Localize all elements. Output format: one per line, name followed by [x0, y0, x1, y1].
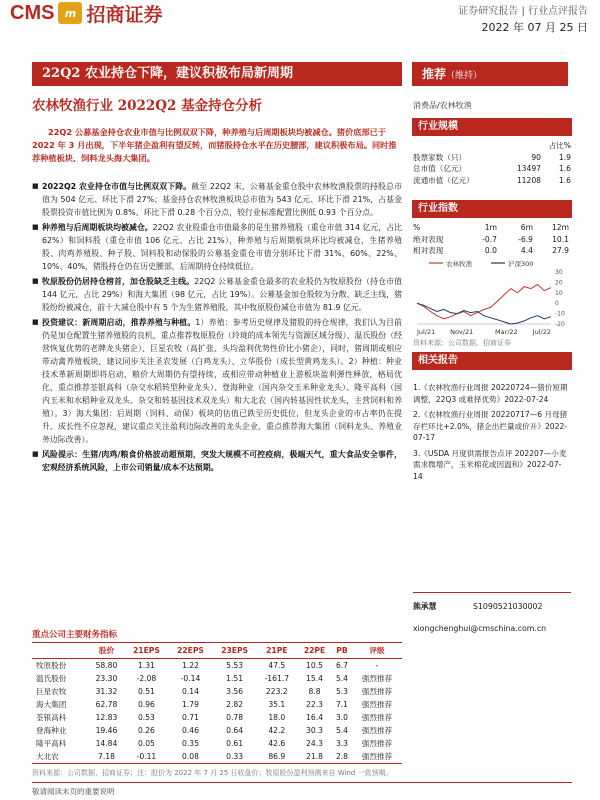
table-row [413, 234, 571, 246]
table-cell: 0.71 [182, 713, 199, 722]
index-cell: -6.9 [518, 234, 533, 244]
bullet-head: 2022Q2 农业持仓市值与比例双双下降。 [42, 182, 192, 191]
table-cell: 0.78 [226, 713, 244, 722]
bullet-body: 截至 22Q2 末，公募基金重仓股中农林牧渔股票的持股总市值为 504 亿元、环比下滑 27%；基金持仓农林牧渔板块总市值为 543 亿元、环比下滑 21%，占基金股票投资市值比例为 0.8%、环比下滑 0.28 个百分点，较行业标准配置比例低 0.93 个百分点。 [42, 182, 402, 217]
analyst-license: S1090521030002 [473, 602, 543, 611]
company-name-cell: 登海种业 [36, 726, 67, 735]
series-line [417, 303, 551, 324]
related-reports-header: 相关报告 [412, 352, 572, 370]
table-cell: 1.22 [182, 661, 199, 670]
table-cell: 5.3 [335, 687, 349, 696]
table-cell: 19.46 [95, 726, 118, 735]
table-cell: 21.8 [297, 750, 332, 764]
table-cell: -0.14 [180, 674, 201, 683]
table-cell: 0.05 [137, 739, 155, 748]
related-report-link[interactable]: 3.《USDA 月度供需报告点评 202207—小麦需求微增产，玉米棉花或因温和》2022-07-14 [413, 448, 567, 481]
table-cell: 0.53 [137, 713, 155, 722]
index-col: % [413, 223, 421, 232]
table-cell: 18.0 [268, 713, 286, 722]
bullet-list [32, 180, 402, 476]
table-cell: 0.33 [213, 750, 257, 764]
table-row [32, 711, 402, 724]
table-cell: 强烈推荐 [352, 750, 402, 764]
industry-index-table [413, 222, 571, 257]
rating-badge [412, 62, 568, 86]
table-cell: 47.5 [268, 661, 286, 670]
chart-source-note: 资料来源：公司数据、招商证券 [413, 339, 511, 347]
table-source-note: 资料来源：公司数据、招商证券；注：股价为 2022 年 7 月 25 日收盘价；牧原股份盈利预测来自 Wind 一致预期。 [32, 769, 393, 777]
table-cell: 0.35 [182, 739, 199, 748]
index-chart-svg [413, 258, 571, 338]
table-cell: 42.6 [268, 739, 286, 748]
table-cell: 22.3 [306, 700, 323, 709]
legend-label: 沪深300 [508, 260, 534, 268]
table-row [413, 152, 571, 164]
table-cell: 15.4 [306, 674, 323, 683]
bullet-item [32, 275, 402, 314]
table-cell: 2.82 [226, 700, 244, 709]
table-cell: 0.96 [137, 700, 155, 709]
table-header-cell: PB [332, 643, 352, 659]
x-tick-label: Nov/21 [450, 328, 474, 336]
x-tick-label: Jul/22 [532, 328, 551, 336]
index-cell: 27.9 [552, 246, 569, 255]
table-cell: 6.7 [335, 661, 349, 670]
x-tick-label: Mar/22 [494, 328, 518, 336]
y-tick-label: 20 [555, 279, 563, 287]
logo-latin: CMS [10, 1, 55, 24]
index-chart [413, 258, 571, 338]
table-cell: 0.61 [226, 739, 244, 748]
table-cell: 1.79 [182, 700, 199, 709]
table-cell: 5.4 [335, 674, 349, 683]
table-row [32, 750, 402, 764]
logo-cn: 招商证券 [86, 3, 163, 26]
table-cell: 86.9 [257, 750, 297, 764]
table-row [413, 245, 571, 257]
table-cell: 62.78 [95, 700, 118, 709]
table-header-cell: 21EPS [124, 643, 168, 659]
summary-paragraph: 22Q2 公募基金持仓农业市值与比例双双下降，种养殖与后周期板块均被减仓。猪价底部已于 2022 年 3 月出现，下半年猪企盈利有望反转，而猪股持仓水平在历史腰部，建议积极布局。同时推荐种植板块、饲料龙头海大集团。 [32, 127, 397, 163]
table-cell: 强烈推荐 [361, 674, 393, 683]
table-row [32, 659, 402, 673]
table-cell: 5.53 [226, 661, 244, 670]
table-cell: 35.1 [268, 700, 286, 709]
table-cell: 强烈推荐 [361, 700, 393, 709]
bullet-head: 投资建议：新周期启动，推荐养殖与种植。 [42, 318, 196, 327]
table-row [32, 672, 402, 685]
company-name-cell: 牧原股份 [36, 661, 67, 670]
index-cell: 相对表现 [413, 246, 444, 255]
table-cell: -2.08 [136, 674, 157, 683]
table-cell: 3.56 [226, 687, 244, 696]
table-cell: 16.4 [306, 713, 323, 722]
sector-label: 消费品/农林牧渔 [413, 101, 472, 110]
table-cell: 5.4 [335, 726, 349, 735]
financial-table-body [32, 659, 402, 764]
row-value: 90 [531, 152, 541, 162]
table-header-cell: 23EPS [213, 643, 257, 659]
table-cell: 223.2 [265, 687, 288, 696]
footer-divider [32, 782, 572, 783]
table-cell: 7.1 [335, 700, 349, 709]
industry-scale-table [413, 140, 571, 186]
bullet-body: 22Q2 农业股重仓市值最多的是生猪养殖股（重仓市值 314 亿元，占比 62%）和饲料股（重仓市值 106 亿元、占比 21%），种养殖与后周期板块环比均被减仓，生猪养殖股、肉鸡养殖股、种子股、饲料股和动保股的公募基金重仓市值分别环比下滑 31%、60%、22%、10%、40%，猪股持仓仍在历史腰部，后周期持仓持续低位。 [42, 223, 402, 271]
table-cell: 30.3 [306, 726, 323, 735]
table-header-cell: 股价 [89, 643, 125, 659]
bullet-item [32, 221, 402, 273]
bullet-head: 种养殖与后周期板块均被减仓。 [42, 223, 153, 232]
table-cell: 强烈推荐 [361, 687, 393, 696]
table-cell: 0.14 [182, 687, 199, 696]
table-cell: 0.26 [137, 726, 155, 735]
y-tick-label: -10 [555, 310, 565, 318]
bullet-body: 1）养殖：参考历史规律及猪股的持仓规律，我们认为目前仍是加仓配置生猪养殖股的良机，重点推荐牧原股份（玲珑的成本领先与资源区域分级）、温氏股份（经营恢复优势的老牌龙头猪企）、巨星农牧（高扩张、头均盈利优势性价比小猪企），同时，猪周期或相应带动禽养殖板块，建议同步关注圣农发展（白鸡龙头）、立华股份（成长型黄鸡龙头）。2）种植：种业技术革新周期即将启动，粮价大周期仍有望持续，或相应带动种植业上游板块盈利弹性释放，格局优化，重点推荐荃银高科（杂交水稻转型种业龙头）、登海种业（国内杂交玉米种业龙头）、隆平高科（国内玉米和水稻种业双龙头、杂交和转基因技术双龙头）和大北农（国内转基因性状龙头，主营饲料和养殖）。3）海大集团：后周期（饲料、动保）板块的估值已跌至历史低位，但龙头企业的市占率仍在提升、成长性不应忽视，建议重点关注盈利边际改善的龙头企业，重点推荐海大集团（饲料龙头、养殖业务边际改善）。 [42, 318, 402, 444]
row-pct: 1.6 [558, 164, 571, 173]
y-tick-label: 0 [555, 300, 559, 308]
y-tick-label: 10 [555, 289, 563, 297]
table-cell: 强烈推荐 [361, 713, 393, 722]
legend-label: 农林牧渔 [446, 260, 472, 268]
bullet-item [32, 448, 402, 474]
company-name-cell: 温氏股份 [36, 674, 67, 683]
table-header-cell: 22PE [297, 643, 332, 659]
table-cell: 3.0 [335, 713, 349, 722]
bullet-head: 牧原股份仍居持仓榜首，加仓股缺乏主线。 [42, 277, 195, 286]
table-cell: 强烈推荐 [361, 739, 393, 748]
table-header-cell: 评级 [352, 643, 402, 659]
index-col: 1m [484, 223, 497, 232]
series-line [417, 285, 551, 319]
analyst-name: 熊承慧 [413, 602, 437, 611]
index-cell: 10.1 [552, 234, 569, 244]
table-cell: 1.51 [226, 674, 244, 683]
row-value: 13497 [516, 164, 541, 173]
table-cell: 42.2 [268, 726, 286, 735]
bullet-head: 风险提示：生猪/肉鸡/粮食价格波动超预期，突发大规模不可控疫病，极端天气，重大食品安全事件，宏观经济系统风险，上市公司销量/成本不达预期。 [42, 450, 402, 472]
financial-table-title: 重点公司主要财务指标 [32, 630, 118, 640]
industry-scale-header: 行业规模 [412, 118, 572, 136]
index-col: 12m [551, 223, 569, 232]
bullet-item [32, 180, 402, 219]
row-label: 流通市值（亿元） [413, 175, 474, 185]
table-cell: 8.8 [308, 687, 321, 696]
report-category: 证券研究报告 | 行业点评报告 [458, 6, 588, 17]
table-cell: 3.3 [335, 739, 349, 748]
table-cell: -0.11 [124, 750, 168, 764]
financial-table [32, 642, 402, 764]
rating-label: 推荐 [422, 67, 447, 81]
table-header-cell: 22EPS [168, 643, 212, 659]
index-cell: -0.7 [482, 234, 497, 244]
table-cell: 10.5 [306, 661, 323, 670]
header-meta [458, 2, 588, 35]
table-cell: 58.80 [95, 661, 118, 670]
industry-scale-colhead [413, 140, 571, 152]
table-cell: 23.30 [95, 674, 118, 683]
index-cell: 4.4 [520, 246, 533, 255]
table-cell: 24.3 [306, 739, 323, 748]
table-cell: 0.08 [168, 750, 212, 764]
pct-header: 占比% [548, 141, 571, 150]
company-name-cell: 荃银高科 [36, 713, 67, 722]
logo-mark-icon: m [58, 2, 82, 24]
row-pct: 1.9 [558, 152, 571, 162]
company-logo [10, 0, 162, 26]
table-cell: 14.84 [95, 739, 118, 748]
report-subtitle: 农林牧渔行业 2022Q2 基金持仓分析 [32, 98, 263, 114]
table-row [413, 163, 571, 175]
bullet-body: 22Q2 公募基金重仓最多的农业股仍为牧原股份（持仓市值 144 亿元，占比 29%）和海大集团（98 亿元，占比 19%）。公募基金加仓股较为分散、缺乏主线，猪股纷纷被减仓，前十大减仓股中有 5 个为生猪养殖股，其中牧原股份减仓市值为 81.9 亿元。 [42, 277, 402, 312]
table-cell: 7.18 [89, 750, 125, 764]
company-name-cell: 巨星农牧 [36, 687, 67, 696]
table-cell: 31.32 [95, 687, 118, 696]
rating-sub: （维持） [446, 71, 483, 81]
index-col: 6m [520, 223, 533, 232]
company-name-cell: 大北农 [32, 750, 89, 764]
index-cell: 绝对表现 [413, 234, 444, 244]
table-cell: 0.51 [137, 687, 155, 696]
table-row [32, 737, 402, 750]
report-title: 22Q2 农业持仓下降，建议积极布局新周期 [32, 62, 402, 86]
bullet-item [32, 316, 402, 446]
table-header-cell [32, 643, 89, 659]
x-tick-label: Jul/21 [417, 328, 436, 336]
y-tick-label: 30 [555, 269, 563, 276]
index-cell: 0.0 [484, 246, 497, 255]
table-header-cell: 21PE [257, 643, 297, 659]
table-cell: 12.83 [95, 713, 118, 722]
table-cell: -161.7 [264, 674, 290, 683]
company-name-cell: 隆平高科 [36, 739, 67, 748]
table-header-row [32, 643, 402, 659]
row-value: 11208 [516, 175, 541, 185]
footer-note: 敬请阅读末页的重要说明 [32, 787, 115, 796]
table-row [32, 724, 402, 737]
analyst-info [413, 592, 571, 634]
report-date: 2022 年 07 月 25 日 [481, 21, 588, 34]
table-row [413, 175, 571, 187]
row-label: 总市值（亿元） [413, 164, 467, 173]
table-row [32, 685, 402, 698]
related-reports-list [413, 382, 571, 486]
table-cell: 2.8 [332, 750, 352, 764]
table-cell: 0.64 [226, 726, 244, 735]
table-cell: 强烈推荐 [361, 726, 393, 735]
table-row [32, 698, 402, 711]
related-report-link[interactable]: 1.《农林牧渔行业周报 20220724—猪价短期调整，22Q3 或难择优势》2022-07-24 [413, 383, 568, 404]
table-cell: 0.46 [182, 726, 199, 735]
table-cell: 1.31 [137, 661, 155, 670]
index-header-row [413, 222, 571, 234]
related-report-link[interactable]: 2.《农林牧渔行业周报 20220717—6 月母猪存栏环比+2.0%，猪企出栏量或价升》2022-07-17 [413, 410, 568, 442]
row-label: 股票家数（只） [413, 152, 467, 162]
table-cell: - [375, 661, 379, 670]
industry-index-header: 行业指数 [412, 200, 572, 218]
company-name-cell: 海大集团 [36, 700, 67, 709]
y-tick-label: -20 [555, 321, 565, 328]
analyst-email[interactable]: xiongchenghui@cmschina.com.cn [413, 624, 547, 633]
row-pct: 1.6 [558, 175, 571, 185]
